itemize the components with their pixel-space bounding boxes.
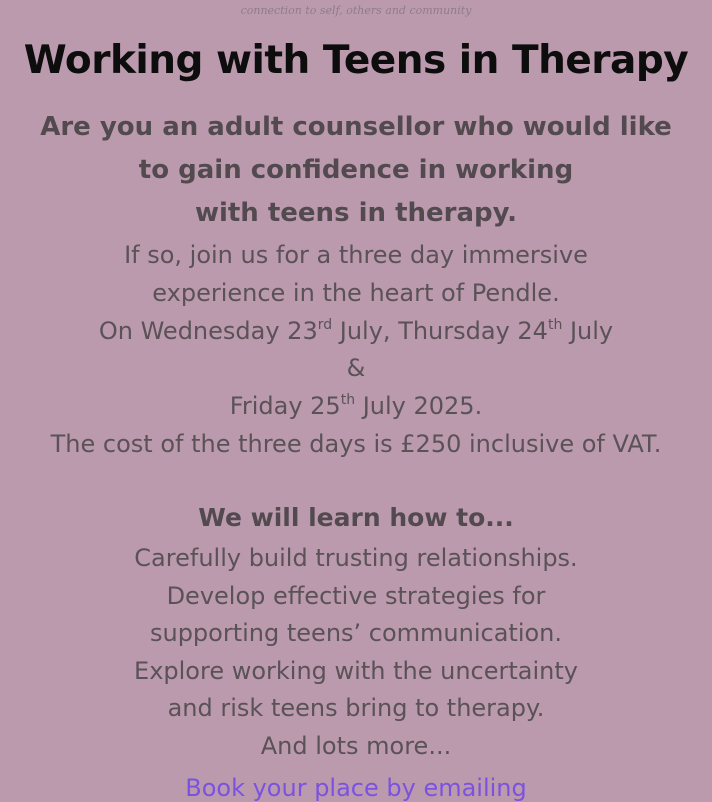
learn-item: Explore working with the uncertainty [134,656,578,685]
dates-superscript-1: rd [317,316,333,333]
headline [20,106,692,235]
learn-item: supporting teens’ communication. [149,619,563,648]
booking-link[interactable]: Book your place by emailing [185,774,527,802]
dates-superscript-2: th [547,316,563,333]
event-details [10,237,702,464]
page-title: Working with Teens in Therapy [23,38,689,83]
ampersand: & [346,354,366,383]
dates-mid: July, Thursday 24 [332,316,548,345]
headline-line-1: Are you an adult counsellor who would like [40,112,672,142]
dates-prefix: On Wednesday 23 [98,316,318,345]
learn-heading: We will learn how to... [198,503,514,532]
learn-item: Develop effective strategies for [166,581,546,610]
dates-line [10,313,702,351]
cost-line: The cost of the three days is £250 inclusive of VAT. [50,429,662,458]
tagline: connection to self, others and community [240,4,472,17]
learn-item: Carefully build trusting relationships. [134,544,578,572]
headline-line-2: to gain confidence in working [138,155,574,185]
date-3-superscript: th [340,392,356,409]
details-line-1: If so, join us for a three day immersive [124,241,588,269]
details-line-2: experience in the heart of Pendle. [152,278,560,307]
date-3-suffix: July 2025. [355,392,483,421]
dates-suffix: July [562,316,614,345]
learn-item: and risk teens bring to therapy. [167,694,545,723]
date-3-line [10,388,702,426]
learn-list [10,540,702,766]
headline-line-3: with teens in therapy. [194,198,518,228]
learn-item: And lots more... [260,731,452,760]
date-3-prefix: Friday 25 [229,392,341,421]
